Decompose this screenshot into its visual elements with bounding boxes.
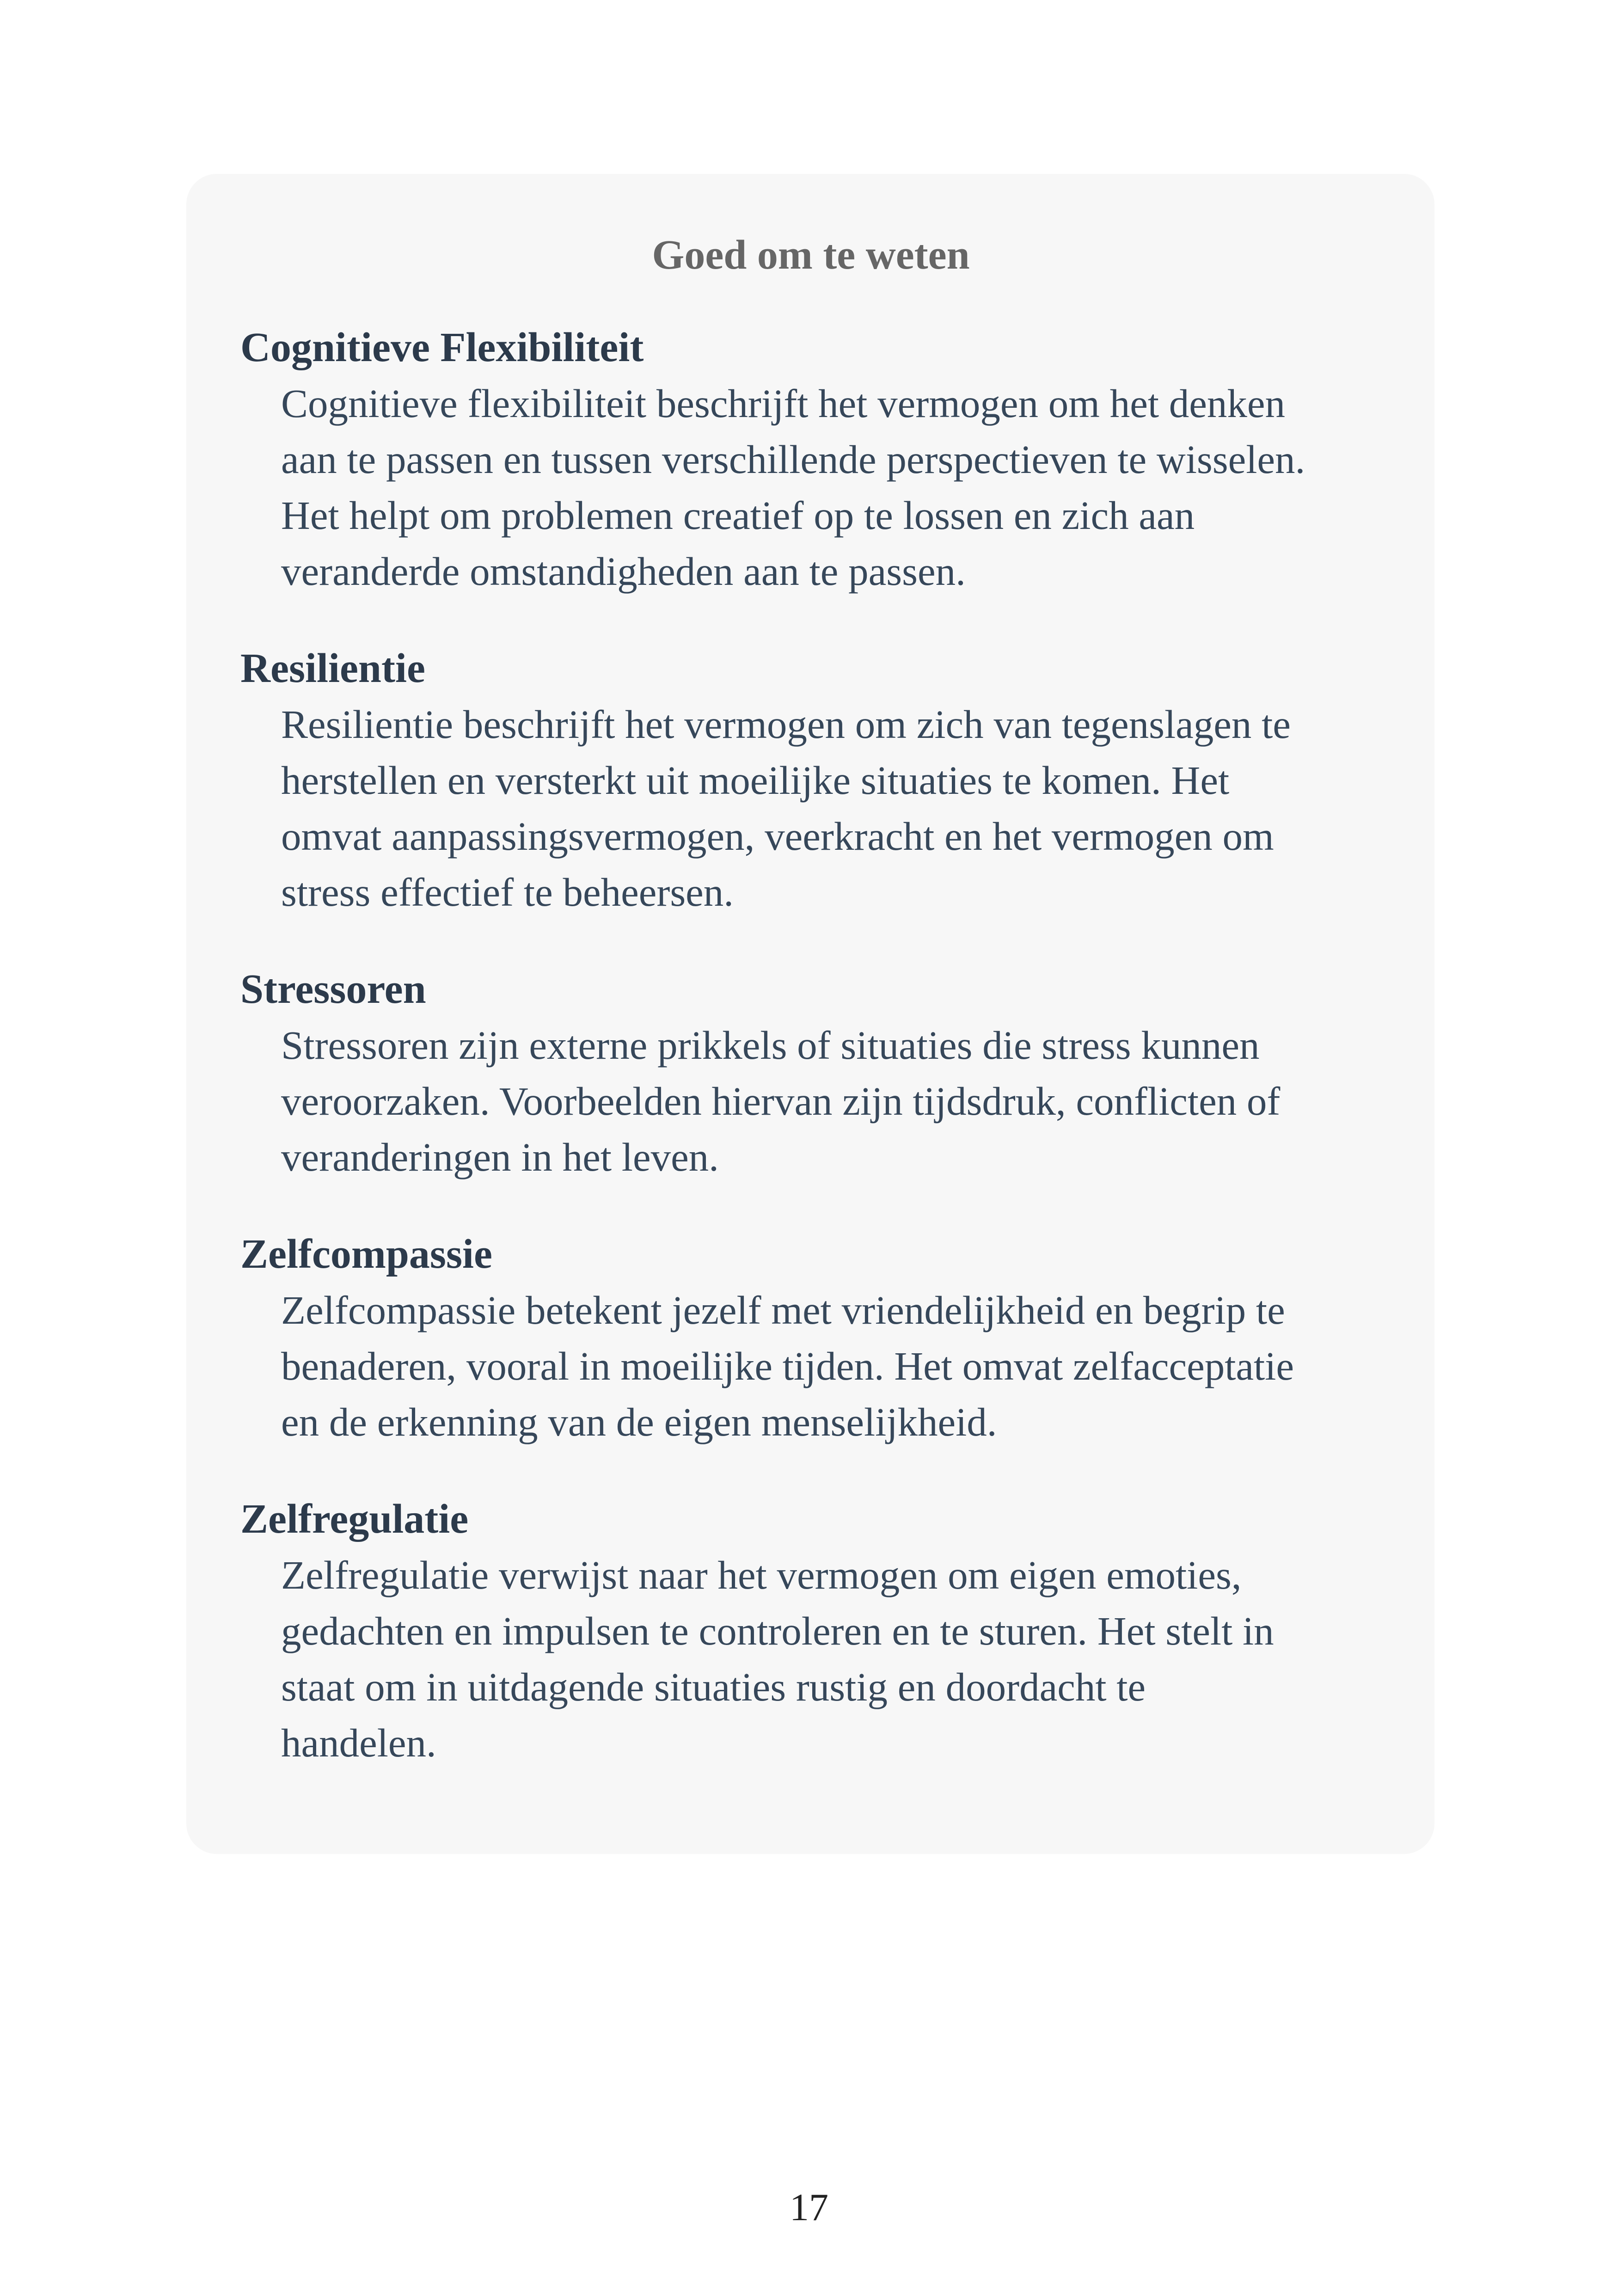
description-line: staat om in uitdagende situaties rustig en doordacht te: [281, 1664, 1146, 1709]
description-line: aan te passen en tussen verschillende perspectieven te wisselen.: [281, 437, 1305, 482]
entry-term: Zelfcompassie: [240, 1231, 492, 1277]
entry-term: Stressoren: [240, 966, 426, 1012]
glossary-entry-cognitieve-flexibiliteit: [240, 320, 1381, 599]
glossary-entry-stressoren: [240, 962, 1381, 1185]
entry-description: [281, 1017, 1381, 1185]
info-box: [186, 174, 1434, 1854]
description-line: veranderingen in het leven.: [281, 1135, 719, 1179]
description-line: benaderen, vooral in moeilijke tijden. Het omvat zelfacceptatie: [281, 1344, 1294, 1388]
box-title: Goed om te weten: [652, 232, 970, 278]
entry-term: Resilientie: [240, 645, 425, 691]
description-line: veranderde omstandigheden aan te passen.: [281, 549, 966, 594]
description-line: stress effectief te beheersen.: [281, 870, 734, 915]
entry-term: Cognitieve Flexibiliteit: [240, 325, 644, 370]
description-line: veroorzaken. Voorbeelden hiervan zijn tijdsdruk, conflicten of: [281, 1079, 1281, 1123]
description-line: Resilientie beschrijft het vermogen om zich van tegenslagen te: [281, 702, 1291, 747]
description-line: en de erkenning van de eigen menselijkheid.: [281, 1400, 997, 1444]
description-line: handelen.: [281, 1720, 436, 1765]
entry-term: Zelfregulatie: [240, 1496, 469, 1542]
entry-description: [281, 1282, 1381, 1450]
glossary-entry-zelfcompassie: [240, 1227, 1381, 1450]
page-number: 17: [790, 2186, 828, 2229]
entry-description: [281, 1547, 1381, 1771]
entry-description: [281, 375, 1381, 599]
description-line: Zelfcompassie betekent jezelf met vriendelijkheid en begrip te: [281, 1288, 1285, 1332]
description-line: Zelfregulatie verwijst naar het vermogen om eigen emoties,: [281, 1553, 1242, 1597]
description-line: Stressoren zijn externe prikkels of situaties die stress kunnen: [281, 1023, 1260, 1068]
description-line: Cognitieve flexibiliteit beschrijft het vermogen om het denken: [281, 381, 1285, 426]
glossary-entry-resilientie: [240, 641, 1381, 920]
entry-description: [281, 696, 1381, 920]
glossary-list: [240, 320, 1381, 1771]
description-line: Het helpt om problemen creatief op te lossen en zich aan: [281, 493, 1195, 538]
description-line: gedachten en impulsen te controleren en te sturen. Het stelt in: [281, 1608, 1274, 1653]
description-line: herstellen en versterkt uit moeilijke situaties te komen. Het: [281, 758, 1230, 803]
glossary-entry-zelfregulatie: [240, 1492, 1381, 1771]
description-line: omvat aanpassingsvermogen, veerkracht en het vermogen om: [281, 814, 1274, 859]
